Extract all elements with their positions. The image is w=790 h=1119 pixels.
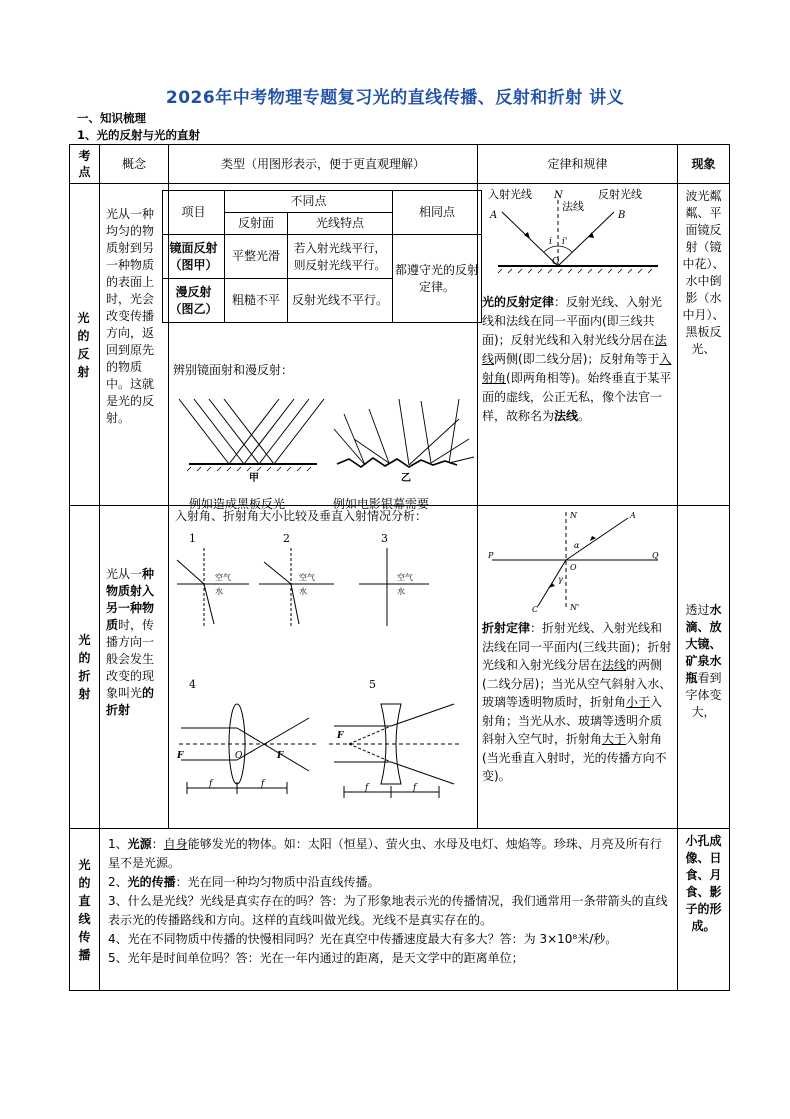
distinguish-label: 辨别镜面射和漫反射： bbox=[173, 363, 294, 377]
svg-text:γ: γ bbox=[558, 575, 563, 584]
svg-text:O: O bbox=[235, 751, 243, 761]
svg-text:4: 4 bbox=[189, 678, 196, 691]
svg-text:P: P bbox=[488, 551, 494, 560]
svg-text:水: 水 bbox=[299, 587, 307, 596]
svg-text:N: N bbox=[570, 511, 577, 520]
svg-text:2: 2 bbox=[283, 532, 290, 545]
header-type: 类型（用图形表示，便于更直观理解） bbox=[169, 145, 478, 184]
svg-text:f: f bbox=[413, 783, 417, 793]
straight-content bbox=[100, 829, 678, 991]
reflection-law-cell bbox=[478, 184, 678, 506]
refraction-analysis-diagram bbox=[169, 526, 478, 826]
reflection-law-text: 光的反射定律：反射光线、入射光线和法线在同一平面内(即三线共面)；反射光线和入射光线分居在法线两侧(即二线分居)；反射角等于入射角(即两角相等)。始终垂直于某平面的虚线，公正无私，像个法官一样，故称名为法线。 bbox=[482, 295, 672, 423]
svg-text:F: F bbox=[337, 731, 344, 741]
refraction-types-cell bbox=[169, 506, 478, 829]
line-2: 2、光的传播：光在同一种均匀物质中沿直线传播。 bbox=[108, 875, 380, 889]
refraction-law-diagram bbox=[478, 506, 676, 614]
page-title: 2026年中考物理专题复习光的直线传播、反射和折射 讲义 bbox=[165, 88, 625, 108]
subsection-heading: 1、光的反射与光的直射 bbox=[77, 128, 201, 142]
svg-text:反射光线: 反射光线 bbox=[598, 188, 642, 201]
reflection-row bbox=[70, 184, 730, 506]
col-same: 相同点 bbox=[393, 191, 482, 235]
svg-text:A: A bbox=[490, 210, 498, 221]
svg-text:法线: 法线 bbox=[562, 200, 584, 213]
header-law: 定律和规律 bbox=[478, 145, 678, 184]
topic-reflection: 光的反射 bbox=[77, 310, 92, 379]
phenomena-straight: 小孔成像、日食、月食、影子的形成。 bbox=[678, 829, 730, 991]
specular-surface: 平整光滑 bbox=[225, 235, 288, 279]
diffuse-surface: 粗糙不平 bbox=[225, 279, 288, 323]
example-diffuse: 例如电影银幕需要 bbox=[333, 497, 430, 511]
col-item: 项目 bbox=[163, 191, 225, 235]
svg-text:入射光线: 入射光线 bbox=[488, 188, 532, 201]
line-1: 1、光源：自身能够发光的物体。如：太阳（恒星）、萤火虫、水母及电灯、烛焰等。珍珠、月亮及所有行星不是光源。 bbox=[108, 837, 662, 870]
phenomena-reflection: 波光粼粼、平面镜反射（镜中花）、水中倒影（水中月）、黑板反光、 bbox=[678, 184, 730, 506]
concept-reflection: 光从一种均匀的物质射到另一种物质的表面上时，光会改变传播方向，返回到原先的物质中。这就是光的反射。 bbox=[100, 184, 169, 506]
diffuse-item: 漫反射（图乙） bbox=[163, 279, 225, 323]
svg-text:f: f bbox=[261, 779, 265, 789]
reflection-comparison-table bbox=[162, 190, 482, 323]
svg-text:f: f bbox=[209, 779, 213, 789]
svg-text:i': i' bbox=[562, 237, 568, 247]
col-ray: 光线特点 bbox=[288, 213, 393, 235]
svg-text:i: i bbox=[549, 237, 552, 247]
svg-text:α: α bbox=[574, 541, 580, 550]
topic-straight: 光的直线传播 bbox=[78, 857, 91, 962]
header-concept: 概念 bbox=[100, 145, 169, 184]
col-surface: 反射面 bbox=[225, 213, 288, 235]
svg-text:空气: 空气 bbox=[397, 573, 413, 582]
line-3: 3、什么是光线？光线是真实存在的吗？答：为了形象地表示光的传播情况，我们通常用一条带箭头的直线表示光的传播路线和方向。这样的直线叫做光线。光线不是真实存在的。 bbox=[108, 894, 668, 927]
svg-text:1: 1 bbox=[189, 532, 196, 545]
refraction-law-text: 折射定律：折射光线、入射光线和法线在同一平面内(三线共面)；折射光线和入射光线分居在法线的两侧(二线分居)；当光从空气斜射入水、玻璃等透明物质时，折射角小于入射角；当光从水、玻璃等透明介质斜射入空气时，折射角大于入射角(当光垂直入射时，光的传播方向不变)。 bbox=[482, 621, 672, 783]
specular-reflection-figure bbox=[179, 399, 324, 471]
svg-text:F: F bbox=[177, 751, 184, 761]
line-5: 5、光年是时间单位吗？答：光在一年内通过的距离，是天文学中的距离单位； bbox=[108, 951, 524, 965]
line-4: 4、光在不同物质中传播的快慢相同吗？光在真空中传播速度最大有多大？答：为 3×10⁸米/秒。 bbox=[108, 932, 618, 946]
diffuse-ray: 反射光线不平行。 bbox=[288, 279, 393, 323]
svg-text:空气: 空气 bbox=[299, 573, 315, 582]
straight-propagation-row bbox=[70, 829, 730, 991]
refraction-analysis-label: 入射角、折射角大小比较及垂直入射情况分析： bbox=[175, 509, 428, 523]
svg-text:水: 水 bbox=[397, 587, 405, 596]
diffuse-reflection-figure bbox=[334, 399, 474, 467]
table-header-row bbox=[70, 145, 730, 184]
svg-text:B: B bbox=[618, 210, 626, 221]
label-yi: 乙 bbox=[401, 473, 411, 484]
svg-text:F: F bbox=[277, 751, 284, 761]
header-topic: 考点 bbox=[70, 145, 100, 184]
specular-item: 镜面反射（图甲） bbox=[163, 235, 225, 279]
reflection-types-cell bbox=[169, 184, 480, 511]
col-diff: 不同点 bbox=[225, 191, 393, 213]
refraction-law-cell bbox=[478, 506, 678, 829]
concept-refraction: 光从一种物质射入另一种物质时，传播方向一般会发生改变的现象叫光的折射 bbox=[100, 506, 169, 829]
topic-refraction: 光的折射 bbox=[78, 633, 91, 701]
specular-ray: 若入射光线平行，则反射光线平行。 bbox=[288, 235, 393, 279]
section-heading: 一、知识梳理 bbox=[77, 111, 146, 125]
label-jia: 甲 bbox=[249, 473, 259, 484]
svg-text:空气: 空气 bbox=[215, 573, 231, 582]
svg-text:N': N' bbox=[570, 603, 580, 612]
svg-text:N: N bbox=[554, 190, 563, 201]
svg-text:O: O bbox=[552, 257, 560, 267]
phenomena-refraction: 透过水滴、放大镜、矿泉水瓶看到字体变大， bbox=[678, 506, 730, 829]
example-specular: 例如造成黑板反光 bbox=[189, 497, 286, 511]
header-phenomena: 现象 bbox=[678, 145, 730, 184]
svg-text:Q: Q bbox=[652, 551, 659, 560]
svg-text:5: 5 bbox=[369, 678, 376, 691]
knowledge-table bbox=[69, 144, 730, 991]
reflection-law-diagram bbox=[478, 184, 676, 284]
refraction-row bbox=[70, 506, 730, 829]
svg-text:3: 3 bbox=[381, 532, 388, 545]
svg-text:f: f bbox=[365, 783, 369, 793]
svg-text:水: 水 bbox=[215, 587, 223, 596]
svg-text:C: C bbox=[532, 605, 539, 614]
svg-text:O: O bbox=[570, 563, 577, 572]
same-point: 都遵守光的反射定律。 bbox=[393, 235, 482, 323]
svg-text:A: A bbox=[630, 511, 636, 520]
